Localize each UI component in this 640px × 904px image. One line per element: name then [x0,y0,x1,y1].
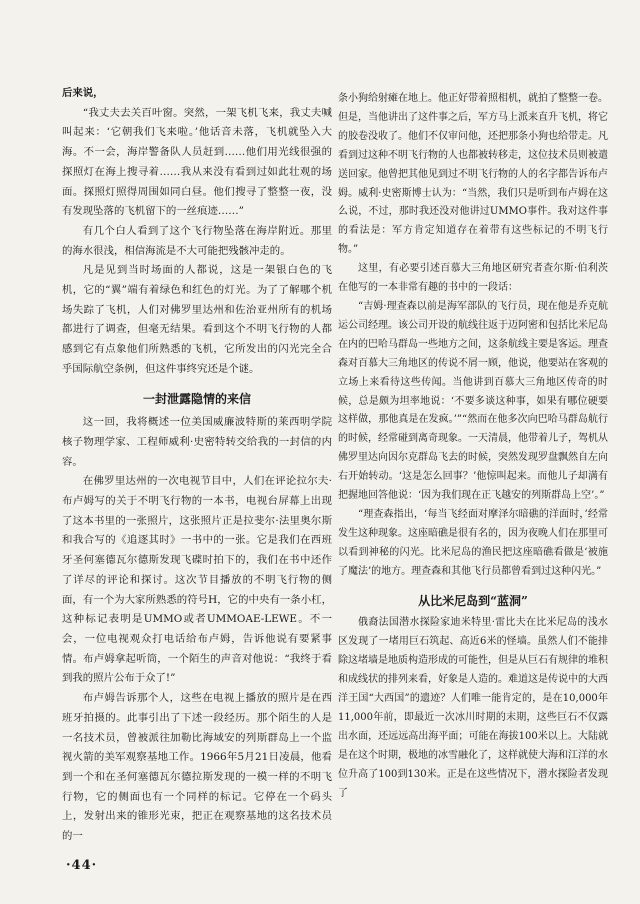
quote-paragraph: “我丈夫去关百叶窗。突然，一架飞机飞来，我丈夫喊叫起来：‘它朝我们飞来啦。’他话音未落，飞机就坠入大海。不一会，海岸警备队人员赶到……他们用光线很强的探照灯在海上搜寻着……我从来没有看到过如此壮观的场面。探照灯照得周围如同白昼。他们搜寻了整整一夜，没有发现坠落的飞机留下的一丝痕迹……” [62,106,332,218]
paragraph [62,84,332,104]
section-heading: 一封泄露隐情的来信 [142,391,251,406]
paragraph: 布卢姆告诉那个人，这些在电视上播放的照片是在西班牙拍摄的。此事引出了下述一段经历。那个陌生的人是一名技术员，曾被派往加勒比海域安的列斯群岛上一个监视火箭的美军观察基地工作。1966年5月21日凌晨，他看到一个和在圣何塞德瓦尔德拉斯发现的一模一样的不明飞行物，它的侧面也有一个同样的标记。它停在一个码头上，发射出来的锥形光束，把正在观察基地的这名技术员的一 [62,692,332,843]
quote-paragraph: “吉姆·理查森以前是海军部队的飞行员，现在他是乔克航运公司经理。该公司开设的航线往返于迈阿密和包括比米尼岛在内的巴哈马群岛一些地方之间，这条航线主要是客运。理查森对百慕大三角地区的传说不屑一顾，他说，他要站在客观的立场上来看待这些传闻。当他讲到百慕大三角地区传奇的时候，总是颇为坦率地说：‘不要多谈这种事，如果有哪位硬要这样做，那他真是在发疯。’”“然而在他多次向巴哈马群岛航行的时候，经常碰到离奇现象。一天清晨，他带着儿子，驾机从佛罗里达向因尔克群岛飞去的时候，突然发现罗盘飘然自左向右开始转动。‘这是怎么回事？’他惊叫起来。而他儿子却满有把握地回答他说：‘因为我们现在正飞越安的列斯群岛上空’。” [338,300,608,502]
left-column [62,84,332,847]
right-column [338,90,608,804]
paragraph: 凡是见到当时场面的人都说，这是一架银白色的飞机，它的“翼”端有着绿色和红色的灯光。为了了解哪个机场失踪了飞机，人们对佛罗里达州和佐治亚州所有的机场都进行了调查，但毫无结果。看到这个不明飞行物的人都感到它有点象他们所熟悉的飞机，它所发出的闪光完全合乎国际航空条例，但这件事终究还是个谜。 [62,264,332,375]
quote-paragraph: “理查森指出，‘每当飞经面对摩泽尔暗礁的洋面时，’经常发生这种现象。这座暗礁是很有名的，因为夜晚人们在那里可以看到神秘的闪光。比米尼岛的渔民把这座暗礁看做是‘被施了魔法’的地方。理查森和其他飞行员都曾看到过这种闪光。” [338,508,608,577]
paragraph: 在佛罗里达州的一次电视节目中，人们在评论拉尔夫·布卢姆写的关于不明飞行物的一本书，电视台屏幕上出现了这本书里的一张照片，这张照片正是拉斐尔·法里奥尔斯和我合写的《追逐其时》一书中的一张。它是我们在西班牙圣何塞德瓦尔德斯发现飞碟时拍下的，我们在书中还作了详尽的评论和探讨。这次节目播放的不明飞行物的侧面，有一个为大家所熟悉的符号H，它的中央有一条小杠，这种标记表明是UMMO或者UMMOAE-LEWE。不一会，一位电视观众打电话给布卢姆，告诉他说有要紧事情。布卢姆拿起听筒，一个陌生的声音对他说：“我终于看到我的照片公布于众了!” [62,475,332,685]
paragraph: 这里，有必要引述百慕大三角地区研究者查尔斯·伯利茨在他写的一本非常有趣的书中的一段话： [338,263,608,294]
paragraph: 有几个白人看到了这个飞行物坠落在海岸附近。那里的海水很浅，相信海流是不大可能把残骸冲走的。 [62,224,332,257]
paragraph: 俄裔法国潜水探险家迪米特里·雷比夫在比米尼岛的浅水区发现了一堵用巨石筑起、高近6米的怪墙。虽然人们不能排除这堵墙是地质构造形成的可能性，但是从巨石有规律的堆积和成线状的排列来看，好象是人造的。难道这是传说中的大西洋王国“大西国”的遗迹？人们唯一能肯定的，是在10,000年11,000年前，即最近一次冰川时期的末期，这些巨石不仅露出水面，还远远高出海平面；可能在海拔100米以上。大陆就是在这个时期，极地的冰雪融化了，这样就使大海和江洋的水位升高了100到130米。正是在这些情况下，潜水探险者发现了 [338,617,608,799]
paragraph-lead: 后来说， [62,87,104,99]
paragraph: 这一回，我将概述一位美国威廉波特斯的莱西明学院核子物理学家、工程师威利·史密特转交给我的一封信的内容。 [62,416,332,468]
paragraph: 条小狗给射瘫在地上。他正好带着照相机，就拍了整整一卷。但是，当他讲出了这件事之后，军方马上派来直升飞机，将它的胶卷没收了。他们不仅审问他，还把那条小狗也给带走。凡看到过这种不明飞行物的人也都被转移走，这位技术员则被遣送回家。他曾把其他见到过不明飞行物的人的名字都告诉布卢姆。威利·史密斯博士认为：“当然，我们只是听到布卢姆在这么说，不过，那时我还没对他讲过UMMO事件。我对这件事的看法是：军方肯定知道存在着带有这些标记的不明飞行物。” [338,93,608,256]
section-heading: 从比米尼岛到“蓝洞” [418,593,528,608]
page-number: ·44· [66,858,98,873]
